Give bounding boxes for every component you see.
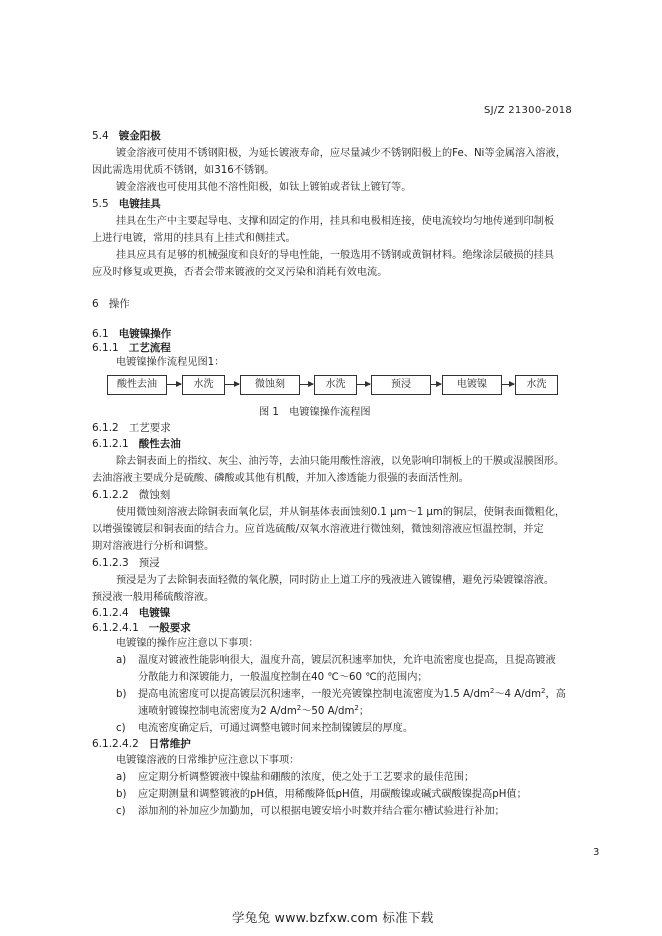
general-requirements-intro: 电镀镍的操作应注意以下事项： [116,638,259,649]
heading-6-1-1: 6.1.1 工艺流程 [92,342,171,354]
heading-6-1-2-2: 6.1.2.2 微蚀刻 [92,489,171,501]
paragraph-5-4-line-1: 镀金溶液可使用不锈钢阳极，为延长镀液寿命，应尽量减少不锈钢阳极上的Fe、Ni等金属溶入溶液， [116,148,566,159]
list-text: 应定期测量和调整镀液的pH值，用稀酸降低pH值，用碳酸镍或碱式碳酸镍提高pH值； [138,789,527,800]
flow-arrow [502,384,514,385]
paragraph-5-5-line-1: 挂具在生产中主要起导电、支撑和固定的作用，挂具和电极相连接，使电流较均匀地传递到印制板 [116,216,555,227]
list-text-line-2: 分散能力和深镀能力，一般温度控制在40 ℃～60 ℃的范围内； [138,672,428,683]
flow-step-rinse-1: 水洗 [182,375,225,395]
list-label: c) [116,806,126,817]
paragraph-6-1-2-2-line-1: 使用微蚀刻溶液去除铜表面氧化层，并从铜基体表面蚀刻0.1 μm～1 μm的铜层，使铜表面微粗化， [116,507,566,518]
paragraph-6-1-2-2-line-3: 期对溶液进行分析和调整。 [92,541,215,552]
standard-number: SJ/Z 21300-2018 [484,105,573,116]
paragraph-6-1-2-1-line-1: 除去铜表面上的指纹、灰尘、油污等，去油只能用酸性溶液，以免影响印制板上的干膜或湿膜图形。 [116,456,565,467]
list-text-line-1: 提高电流密度可以提高镀层沉积速率，一般光亮镀镍控制电流密度为1.5 $A/dm^2\sim 4$ $A/dm^2$，高 [138,687,566,700]
list-label: b) [116,689,127,700]
flow-step-pre-dip: 预浸 [371,375,431,395]
daily-maintenance-intro: 电镀镍溶液的日常维护应注意以下事项： [116,755,300,766]
flow-arrow [431,384,441,385]
watermark-footer: 学兔兔 www.bzfxw.com 标准下载 [232,910,434,925]
paragraph-6-1-2-2-line-2: 以增强镍镀层和铜表面的结合力。应首选硫酸/双氧水溶液进行微蚀刻，微蚀刻溶液应恒温控制，并定 [92,524,544,535]
flow-arrow [225,384,239,385]
paragraph-6-1-2-1-line-2: 去油溶液主要成分是硫酸、磷酸或其他有机酸，并加入渗透能力很强的表面活性剂。 [92,473,469,484]
heading-6: 6 操作 [92,298,130,310]
heading-6-1-2-4-1: 6.1.2.4.1 一般要求 [92,622,191,634]
list-text-line-1: 电流密度确定后，可通过调整电镀时间来控制镍镀层的厚度。 [138,723,414,734]
heading-6-1-2-3: 6.1.2.3 预浸 [92,557,160,569]
list-text-line-1: 温度对镀液性能影响很大，温度升高，镀层沉积速率加快，允许电流密度也提高，且提高镀液 [138,655,556,666]
heading-6-1-2-4: 6.1.2.4 电镀镍 [92,607,171,619]
flow-step-acid-degrease: 酸性去油 [107,375,167,395]
heading-5-5: 5.5 电镀挂具 [92,198,161,210]
paragraph-6-1-2-3-line-2: 预浸液一般用稀硫酸溶液。 [92,592,215,603]
heading-6-1: 6.1 电镀镍操作 [92,328,172,340]
paragraph-5-4-line-2: 因此需选用优质不锈钢，如316不锈钢。 [92,165,275,176]
heading-5-4: 5.4 镀金阳极 [92,130,161,142]
heading-6-1-2: 6.1.2 工艺要求 [92,422,171,434]
list-text: 添加剂的补加应少加勤加，可以根据电镀安培小时数并结合霍尔槽试验进行补加； [138,806,505,817]
flow-arrow [357,384,370,385]
list-label: c) [116,723,126,734]
paragraph-5-4-2: 镀金溶液也可使用其他不溶性阳极，如钛上镀铂或者钛上镀钌等。 [116,182,412,193]
paragraph-6-1-2-3-line-1: 预浸是为了去除铜表面轻微的氧化膜，同时防止上道工序的残液进入镀镍槽，避免污染镀镍溶液。 [116,575,555,586]
heading-6-1-2-4-2: 6.1.2.4.2 日常维护 [92,738,191,750]
heading-6-1-2-1: 6.1.2.1 酸性去油 [92,438,181,450]
flow-step-rinse-2: 水洗 [314,375,357,395]
flow-step-nickel-plating: 电镀镍 [442,375,502,395]
paragraph-5-5-2-line-2: 应及时修复或更换，否者会带来镀液的交叉污染和消耗有效电流。 [92,267,388,278]
list-text-line-2: 速喷射镀镍控制电流密度为2 $A/dm^2\sim 50$ $A/dm^2$； [138,704,370,717]
flow-arrow [167,384,181,385]
paragraph-5-5-line-2: 上进行电镀，常用的挂具有上挂式和侧挂式。 [92,233,296,244]
paragraph-5-5-2-line-1: 挂具应具有足够的机械强度和良好的导电性能，一般选用不锈钢或黄铜材料。绝缘涂层破损的挂具 [116,250,555,261]
list-label: a) [116,772,127,783]
list-label: b) [116,789,127,800]
page-number: 3 [593,847,600,858]
flow-arrow [300,384,313,385]
flow-intro: 电镀镍操作流程见图1： [116,357,225,368]
figure-caption: 图 1 电镀镍操作流程图 [259,407,371,418]
list-label: a) [116,655,127,666]
list-text: 应定期分析调整镀液中镍盐和硼酸的浓度，使之处于工艺要求的最佳范围； [138,772,475,783]
flow-step-rinse-3: 水洗 [515,375,558,395]
flow-step-micro-etch: 微蚀刻 [240,375,300,395]
